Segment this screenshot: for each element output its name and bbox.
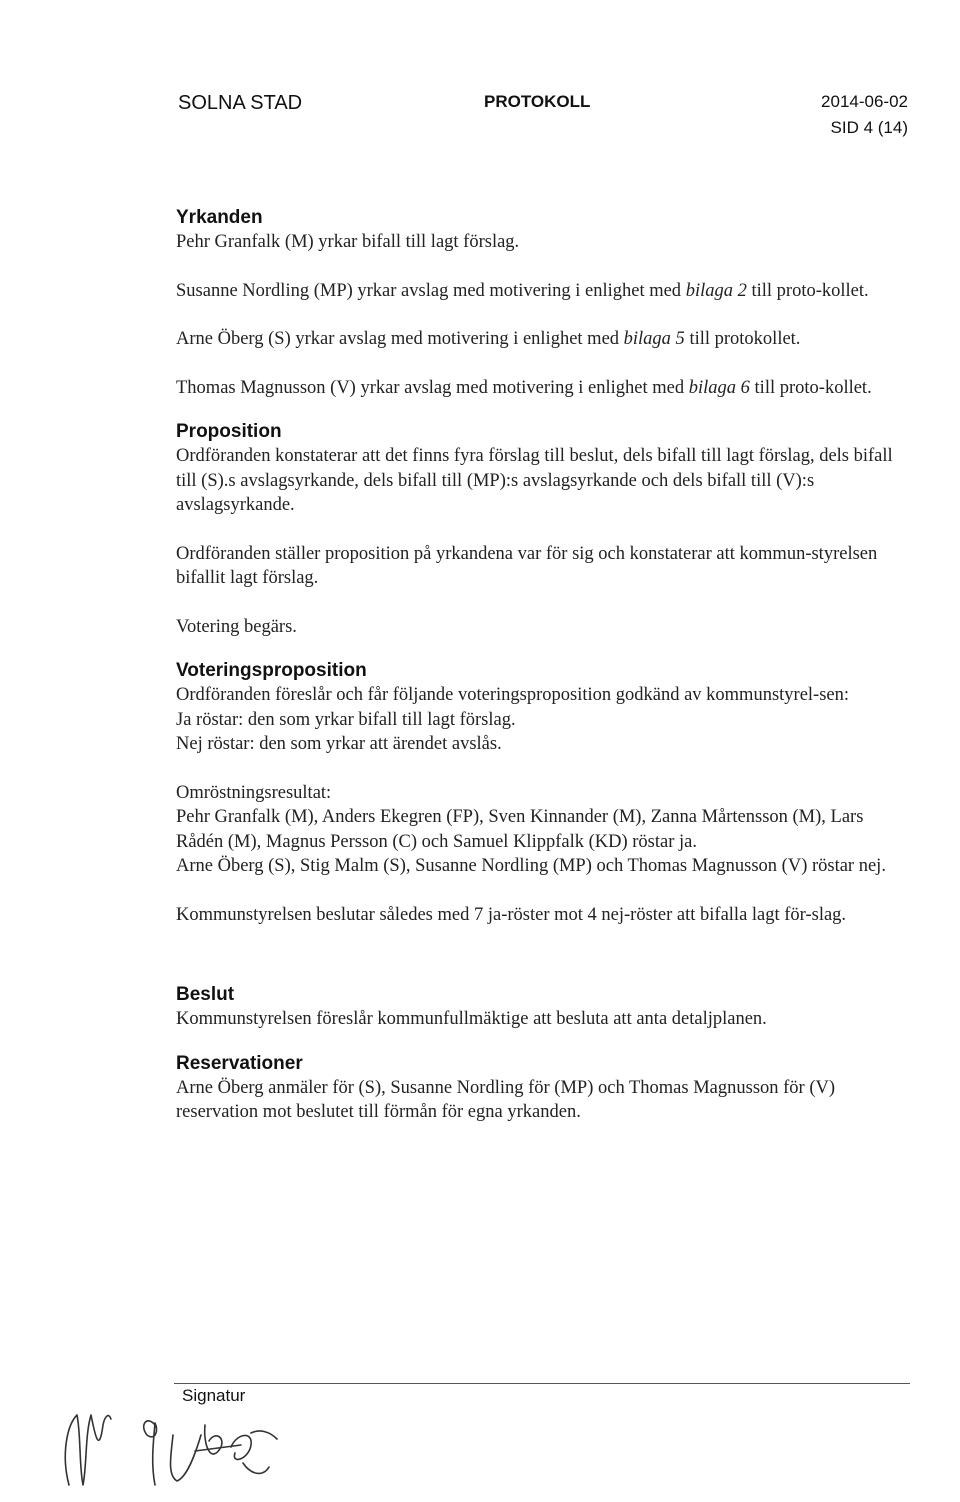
section-heading-proposition: Proposition xyxy=(176,421,282,442)
paragraph: Arne Öberg anmäler för (S), Susanne Nordling för (MP) och Thomas Magnusson för (V) reservation mot beslutet till förmån för egna yrkanden. xyxy=(176,1077,836,1122)
section-heading-voteringsproposition: Voteringsproposition xyxy=(176,660,367,681)
section-heading-yrkanden: Yrkanden xyxy=(176,207,263,228)
document-title: PROTOKOLL xyxy=(484,92,591,111)
paragraph: Arne Öberg (S), Stig Malm (S), Susanne Nordling (MP) och Thomas Magnusson (V) röstar nej. xyxy=(176,856,886,876)
document-body xyxy=(176,206,910,1125)
handwritten-signature xyxy=(55,1385,295,1495)
paragraph: Ordföranden konstaterar att det finns fyra förslag till beslut, dels bifall till lagt förslag, dels bifall till (S).s avslagsyrkande, dels bifall till (MP):s avslagsyrkande och dels bifall till (V):s avslagsyrkande. xyxy=(176,446,893,515)
paragraph: Omröstningsresultat: xyxy=(176,782,332,803)
paragraph: Thomas Magnusson (V) yrkar avslag med motivering i enlighet med bilaga 6 till proto-kollet. xyxy=(176,377,872,398)
section-heading-beslut: Beslut xyxy=(176,984,235,1005)
paragraph: Kommunstyrelsen föreslår kommunfullmäktige att besluta att anta detaljplanen. xyxy=(176,1009,767,1029)
paragraph: Kommunstyrelsen beslutar således med 7 ja-röster mot 4 nej-röster att bifalla lagt för-slag. xyxy=(176,904,847,925)
page-number: SID 4 (14) xyxy=(830,118,908,137)
paragraph: Ordföranden ställer proposition på yrkandena var för sig och konstaterar att kommun-styrelsen bifallit lagt förslag. xyxy=(176,543,878,588)
paragraph: Arne Öberg (S) yrkar avslag med motivering i enlighet med bilaga 5 till protokollet. xyxy=(176,329,801,349)
paragraph: Nej röstar: den som yrkar att ärendet avslås. xyxy=(176,734,502,754)
paragraph: Votering begärs. xyxy=(176,616,297,637)
paragraph: Ja röstar: den som yrkar bifall till lagt förslag. xyxy=(176,709,516,730)
section-heading-reservationer: Reservationer xyxy=(176,1052,303,1074)
paragraph: Susanne Nordling (MP) yrkar avslag med motivering i enlighet med bilaga 2 till proto-kollet. xyxy=(176,280,869,301)
paragraph: Pehr Granfalk (M), Anders Ekegren (FP), Sven Kinnander (M), Zanna Mårtensson (M), Lars Rådén (M), Magnus Persson (C) och Samuel Klippfalk (KD) röstar ja. xyxy=(176,807,864,852)
paragraph: Pehr Granfalk (M) yrkar bifall till lagt förslag. xyxy=(176,232,520,252)
organization-name: SOLNA STAD xyxy=(178,92,303,114)
paragraph: Ordföranden föreslår och får följande voteringsproposition godkänd av kommunstyrel-sen: xyxy=(176,685,850,705)
document-date: 2014-06-02 xyxy=(821,92,908,111)
signature-label: Signatur xyxy=(182,1386,246,1405)
signature-line xyxy=(174,1383,910,1384)
